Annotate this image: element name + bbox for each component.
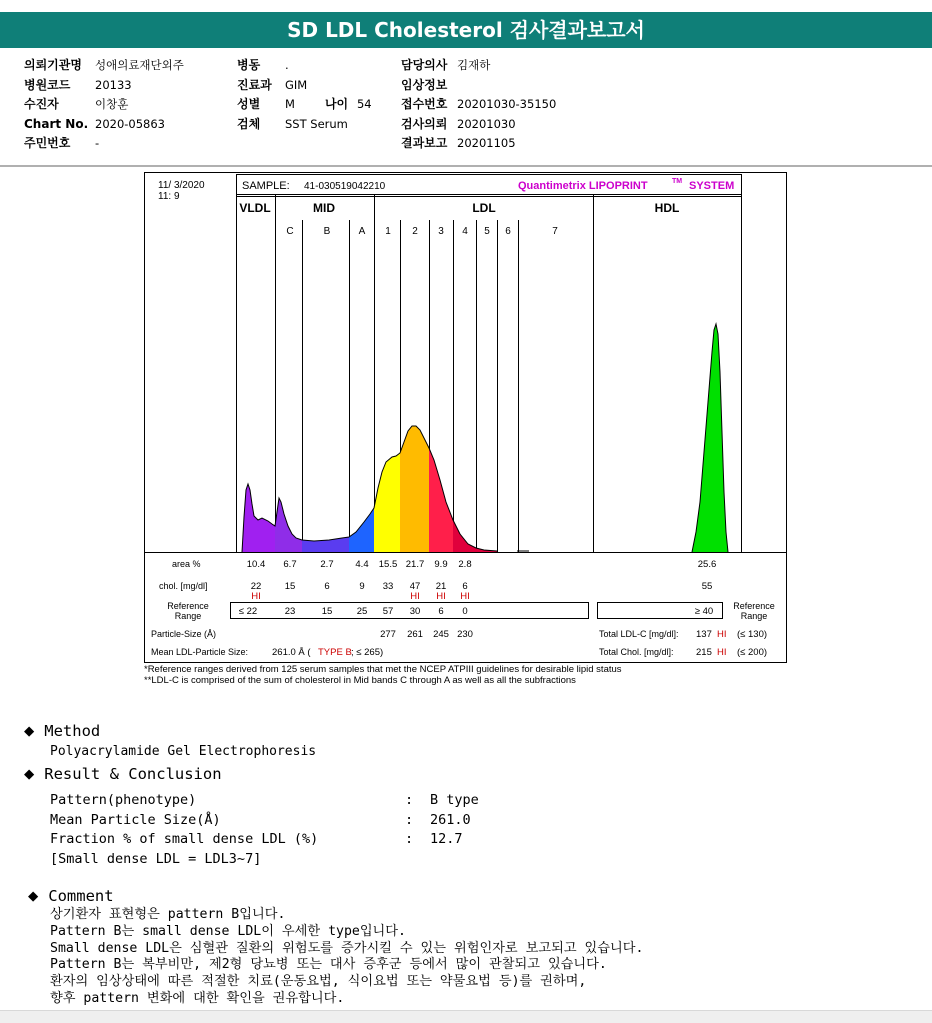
info-label: 수진자 [24,97,59,111]
lipoprint-figure [144,172,787,663]
comment-body [50,907,643,1008]
info-value: 20133 [95,77,132,92]
info-row [24,95,184,115]
band-label: B [323,226,331,237]
area-value: 9.9 [434,559,448,570]
hi-flag: HI [251,591,261,602]
hdl-chol-value: 55 [701,581,713,592]
chol-value: 15 [284,581,296,592]
system-tm: TM [672,178,683,185]
particle-size: 230 [457,629,473,640]
info-label: 의뢰기관명 [24,58,82,72]
info-value: - [95,136,100,150]
footnote: *Reference ranges derived from 125 serum samples that met the NCEP ATPIII guidelines for desirable lipid status [144,664,622,675]
result-key: Mean Particle Size(Å) [50,812,221,828]
info-row [401,115,556,135]
area-value: 2.7 [320,559,334,570]
chol-value: 33 [382,581,394,592]
particle-size: 261 [407,629,423,640]
total-ldl-value: 137 [696,629,712,640]
info-row [237,76,372,96]
chol-value: 6 [324,581,330,592]
comment-line: 상기환자 표현형은 pattern B입니다. [50,907,286,922]
row-label-chol: chol. [mg/dl] [159,581,208,591]
band-label: 4 [462,226,468,237]
row-label-particle: Particle-Size (Å) [151,629,217,639]
horizontal-scrollbar[interactable] [0,1010,932,1023]
area-value: 4.4 [355,559,369,570]
info-row [237,115,372,135]
hdl-ref-value: ≥ 40 [694,606,714,617]
comment-line: 향후 pattern 변화에 대한 확인을 권유합니다. [50,990,345,1006]
info-label: 접수번호 [401,97,448,111]
total-ldl-flag: HI [717,629,727,640]
result-row [50,831,463,851]
band-label: A [358,226,366,237]
diamond-bullet-icon: ◆ [28,886,39,906]
row-label-area: area % [172,559,201,569]
info-row [401,134,556,154]
mean-suffix: ; ≤ 265) [351,647,384,658]
hi-flag: HI [436,591,446,602]
age-value: 54 [356,97,372,111]
ref-value: 0 [462,606,468,617]
particle-size: 245 [433,629,449,640]
diamond-bullet-icon: ◆ [24,764,35,784]
patient-info-col2 [237,56,372,134]
info-row [24,115,184,135]
ref-value: 25 [356,606,368,617]
method-title: Method [44,722,101,740]
info-label: 담당의사 [401,58,448,72]
comment-line: Pattern B는 복부비만, 제2형 당뇨병 또는 대사 증후군 등에서 많이 관찰되고 있습니다. [50,957,607,973]
mean-value: 261.0 Å ( [272,647,311,658]
total-chol-label: Total Chol. [mg/dl]: [599,647,674,657]
chol-value: 47 [409,581,421,592]
row-label-ref2-right: Range [740,611,768,621]
result-heading [24,764,222,784]
comment-line: Small dense LDL은 심혈관 질환의 위험도를 증가시킬 수 있는 위험인자로 보고되고 있습니다. [50,940,644,956]
method-text: Polyacrylamide Gel Electrophoresis [50,744,317,759]
footnotes [144,664,622,686]
area-value: 2.8 [458,559,472,570]
info-label: 검체 [237,116,261,131]
area-value: 10.4 [246,559,266,570]
total-ldl-ref: (≤ 130) [737,629,768,640]
hi-flag: HI [460,591,470,602]
ref-value: 57 [382,606,394,617]
result-colon: : [405,812,414,828]
report-time: 11: 9 [158,191,180,202]
info-row [401,95,556,115]
hi-flag: HI [410,591,420,602]
band-label: 6 [505,226,511,237]
info-row [24,56,184,76]
result-key: Fraction % of small dense LDL (%) [50,831,319,847]
info-value: SST Serum [285,116,348,131]
band-label: 3 [438,226,444,237]
info-value: 김재하 [457,58,491,72]
row-label-ref1: Reference [167,601,209,611]
band-label: 7 [552,226,558,237]
result-colon: : [405,792,414,808]
info-row [237,56,372,76]
info-value: 20201105 [457,136,516,150]
info-label: 주민번호 [24,136,71,150]
info-value: 이창훈 [95,97,129,111]
ref-value: 23 [284,606,296,617]
comment-heading [28,886,114,906]
result-value: 261.0 [430,812,471,828]
header-divider [0,165,932,167]
result-key: Pattern(phenotype) [50,792,197,808]
info-row [401,76,556,96]
info-value: GIM [285,77,308,92]
info-label: Chart No. [24,116,89,131]
info-value: 2020-05863 [95,116,165,131]
result-note: [Small dense LDL = LDL3~7] [50,851,262,867]
result-row [50,812,471,832]
ldl2-peak [400,426,429,552]
info-label: 성별 [237,97,261,111]
info-value: 성애의료재단외주 [95,58,184,72]
total-ldl-label: Total LDL-C [mg/dl]: [599,629,679,639]
info-label: 진료과 [237,77,272,92]
comment-title: Comment [48,887,114,905]
info-value: 20201030-35150 [457,97,557,111]
mean-type: TYPE B [318,647,352,658]
chol-value: 21 [435,581,447,592]
info-row [237,95,372,115]
result-value: 12.7 [430,831,463,847]
patient-info-col1 [24,56,184,154]
hdl-area-value: 25.6 [697,559,717,570]
info-value: 20201030 [457,116,516,131]
area-value: 21.7 [405,559,425,570]
total-chol-ref: (≤ 200) [737,647,768,658]
section-ldl: LDL [472,201,496,215]
total-chol-value: 215 [696,647,712,658]
result-value: B type [430,792,479,808]
band-label: 1 [385,226,391,237]
chol-value: 9 [359,581,365,592]
result-colon: : [405,831,414,847]
section-hdl: HDL [654,201,680,215]
diamond-bullet-icon: ◆ [24,721,35,741]
report-date: 11/ 3/2020 [158,180,205,191]
section-vldl: VLDL [239,201,271,215]
total-chol-flag: HI [717,647,727,658]
ref-value: 15 [321,606,333,617]
area-value: 15.5 [378,559,398,570]
comment-line: 환자의 임상상태에 따른 적절한 치료(운동요법, 식이요법 또는 약물요법 등)를 권하며, [50,974,587,990]
sample-id: 41-030519042210 [304,181,386,192]
section-mid: MID [313,201,335,215]
result-title: Result & Conclusion [44,765,222,783]
info-label: 임상정보 [401,77,448,92]
row-label-ref1-right: Reference [733,601,775,611]
info-label: 병원코드 [24,77,71,92]
system-name: Quantimetrix LIPOPRINT [518,180,648,192]
ref-value: ≤ 22 [238,606,258,617]
particle-size: 277 [380,629,396,640]
band-label: 2 [412,226,418,237]
patient-info-col3 [401,56,556,154]
sample-label: SAMPLE: [242,180,290,192]
chol-value: 6 [462,581,468,592]
band-label: C [286,226,294,237]
result-row [50,792,479,812]
area-value: 6.7 [283,559,297,570]
lipoprint-report [144,172,787,663]
info-row [24,76,184,96]
row-label-mean: Mean LDL-Particle Size: [151,647,249,657]
system-suffix: SYSTEM [689,180,735,192]
ref-value: 30 [409,606,421,617]
comment-line: Pattern B는 small dense LDL이 우세한 type입니다. [50,923,406,939]
info-label: 검사의뢰 [401,116,448,131]
chol-value: 22 [250,581,262,592]
info-value: M [285,97,295,111]
info-row [401,56,556,76]
band-label: 5 [484,226,490,237]
method-heading [24,721,100,741]
info-value: . [285,58,289,72]
row-label-ref2: Range [174,611,202,621]
report-title: SD LDL Cholesterol 검사결과보고서 [0,12,932,48]
footnote: **LDL-C is comprised of the sum of cholesterol in Mid bands C through A as well as all the subfractions [144,675,576,686]
info-label: 결과보고 [401,136,448,150]
info-label: 병동 [237,58,261,72]
info-row [24,134,184,154]
ref-value: 6 [438,606,444,617]
age-label: 나이 [324,97,349,111]
